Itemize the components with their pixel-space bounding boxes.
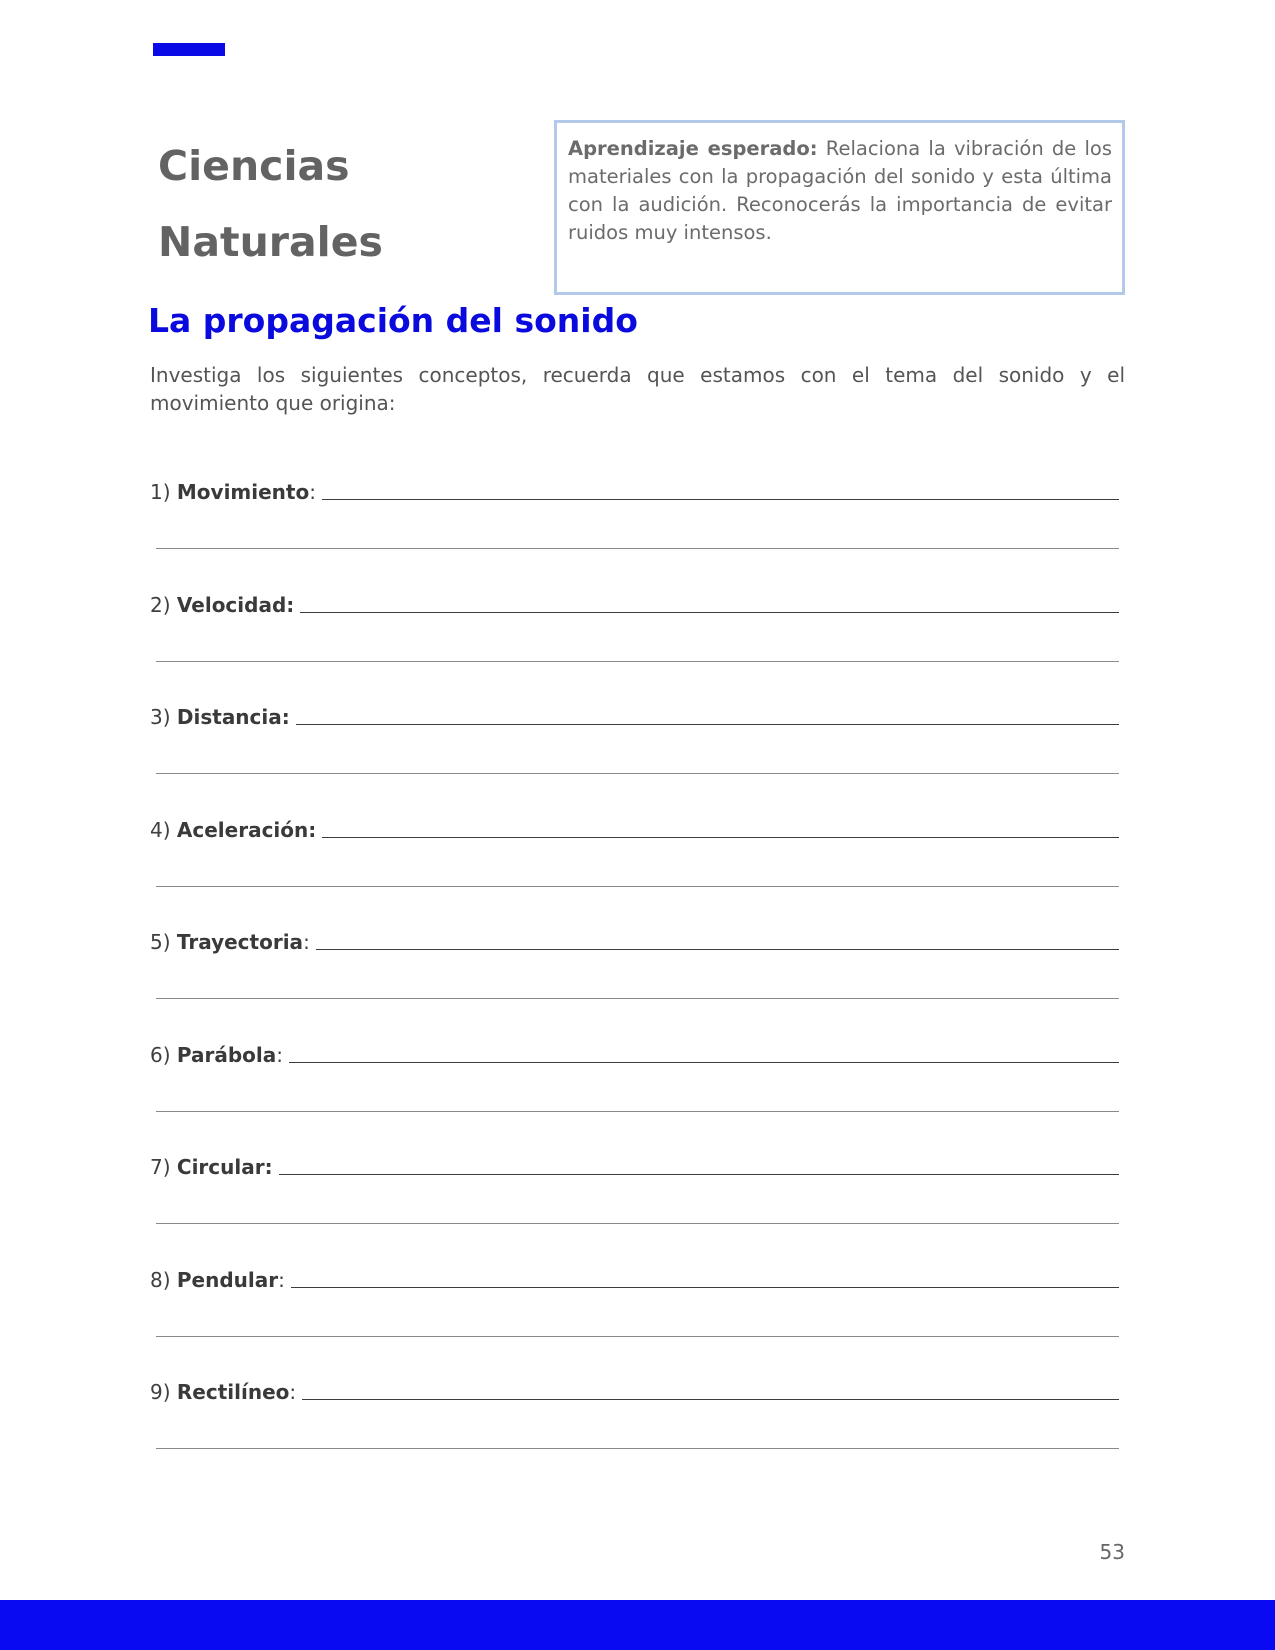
question-item [150,1033,1125,1146]
answer-continuation-line[interactable] [156,1223,1119,1224]
question-term: Velocidad: [176,592,295,617]
answer-blank-line[interactable] [279,1173,1119,1175]
subject-title-line2: Naturales [158,218,383,266]
question-suffix: : [309,480,316,504]
question-suffix: : [289,1380,297,1404]
question-item [150,470,1125,583]
question-item [150,1370,1125,1483]
answer-continuation-line[interactable] [156,1448,1119,1449]
question-label [150,1155,279,1179]
question-item [150,695,1125,808]
question-number: 3) [150,705,171,729]
answer-continuation-line[interactable] [156,773,1119,774]
question-suffix: : [276,1042,284,1067]
question-term: Trayectoria [176,930,304,954]
answer-blank-line[interactable] [289,1061,1119,1063]
question-list [150,470,1125,1483]
page-number: 53 [1099,1540,1125,1564]
question-number: 6) [150,1042,171,1067]
question-number: 5) [150,930,171,954]
question-term: Distancia: [176,705,290,729]
top-accent-bar [153,43,225,56]
learning-objective-label: Aprendizaje esperado: [568,137,818,160]
section-title: La propagación del sonido [148,301,638,340]
question-term: Movimiento [176,480,310,504]
question-label [150,1268,291,1292]
answer-blank-line[interactable] [300,611,1119,613]
question-term: Pendular [176,1267,279,1292]
question-term: Rectilíneo [176,1380,290,1404]
question-label [150,818,322,842]
question-label [150,1380,302,1404]
subject-title [158,128,538,280]
question-item [150,1258,1125,1371]
answer-blank-line[interactable] [316,948,1119,950]
question-item [150,583,1125,696]
question-number: 7) [150,1155,171,1179]
question-suffix: : [303,930,310,954]
question-item [150,920,1125,1033]
question-label [150,593,300,617]
learning-objective-box [554,120,1125,295]
question-item [150,808,1125,921]
question-label [150,930,316,954]
instructions-paragraph: Investiga los siguientes conceptos, recuerda que estamos con el tema del sonido y el movimiento que origina: [150,363,1125,415]
answer-blank-line[interactable] [291,1286,1119,1288]
subject-title-line1: Ciencias [158,142,350,190]
question-number: 4) [150,817,171,842]
question-suffix: : [278,1267,285,1292]
question-label [150,705,296,729]
answer-continuation-line[interactable] [156,1336,1119,1337]
answer-blank-line[interactable] [302,1398,1119,1400]
question-number: 2) [150,592,171,617]
question-item [150,1145,1125,1258]
question-number: 1) [150,480,171,504]
question-term: Parábola [176,1042,277,1067]
question-term: Aceleración: [176,817,317,842]
question-number: 9) [150,1380,171,1404]
question-label [150,480,322,504]
learning-objective-text: Relaciona la vibración de los materiales con la propagación del sonido y esta última con la audición. Reconocerás la importancia de evitar ruidos muy intensos. [568,137,1112,244]
bottom-accent-bar [0,1600,1275,1650]
answer-continuation-line[interactable] [156,548,1119,549]
answer-blank-line[interactable] [322,836,1119,838]
question-number: 8) [150,1267,171,1292]
answer-continuation-line[interactable] [156,1111,1119,1112]
answer-blank-line[interactable] [322,498,1119,500]
answer-continuation-line[interactable] [156,661,1119,662]
answer-continuation-line[interactable] [156,998,1119,999]
answer-blank-line[interactable] [296,723,1119,725]
question-term: Circular: [176,1155,273,1179]
question-label [150,1043,289,1067]
answer-continuation-line[interactable] [156,886,1119,887]
